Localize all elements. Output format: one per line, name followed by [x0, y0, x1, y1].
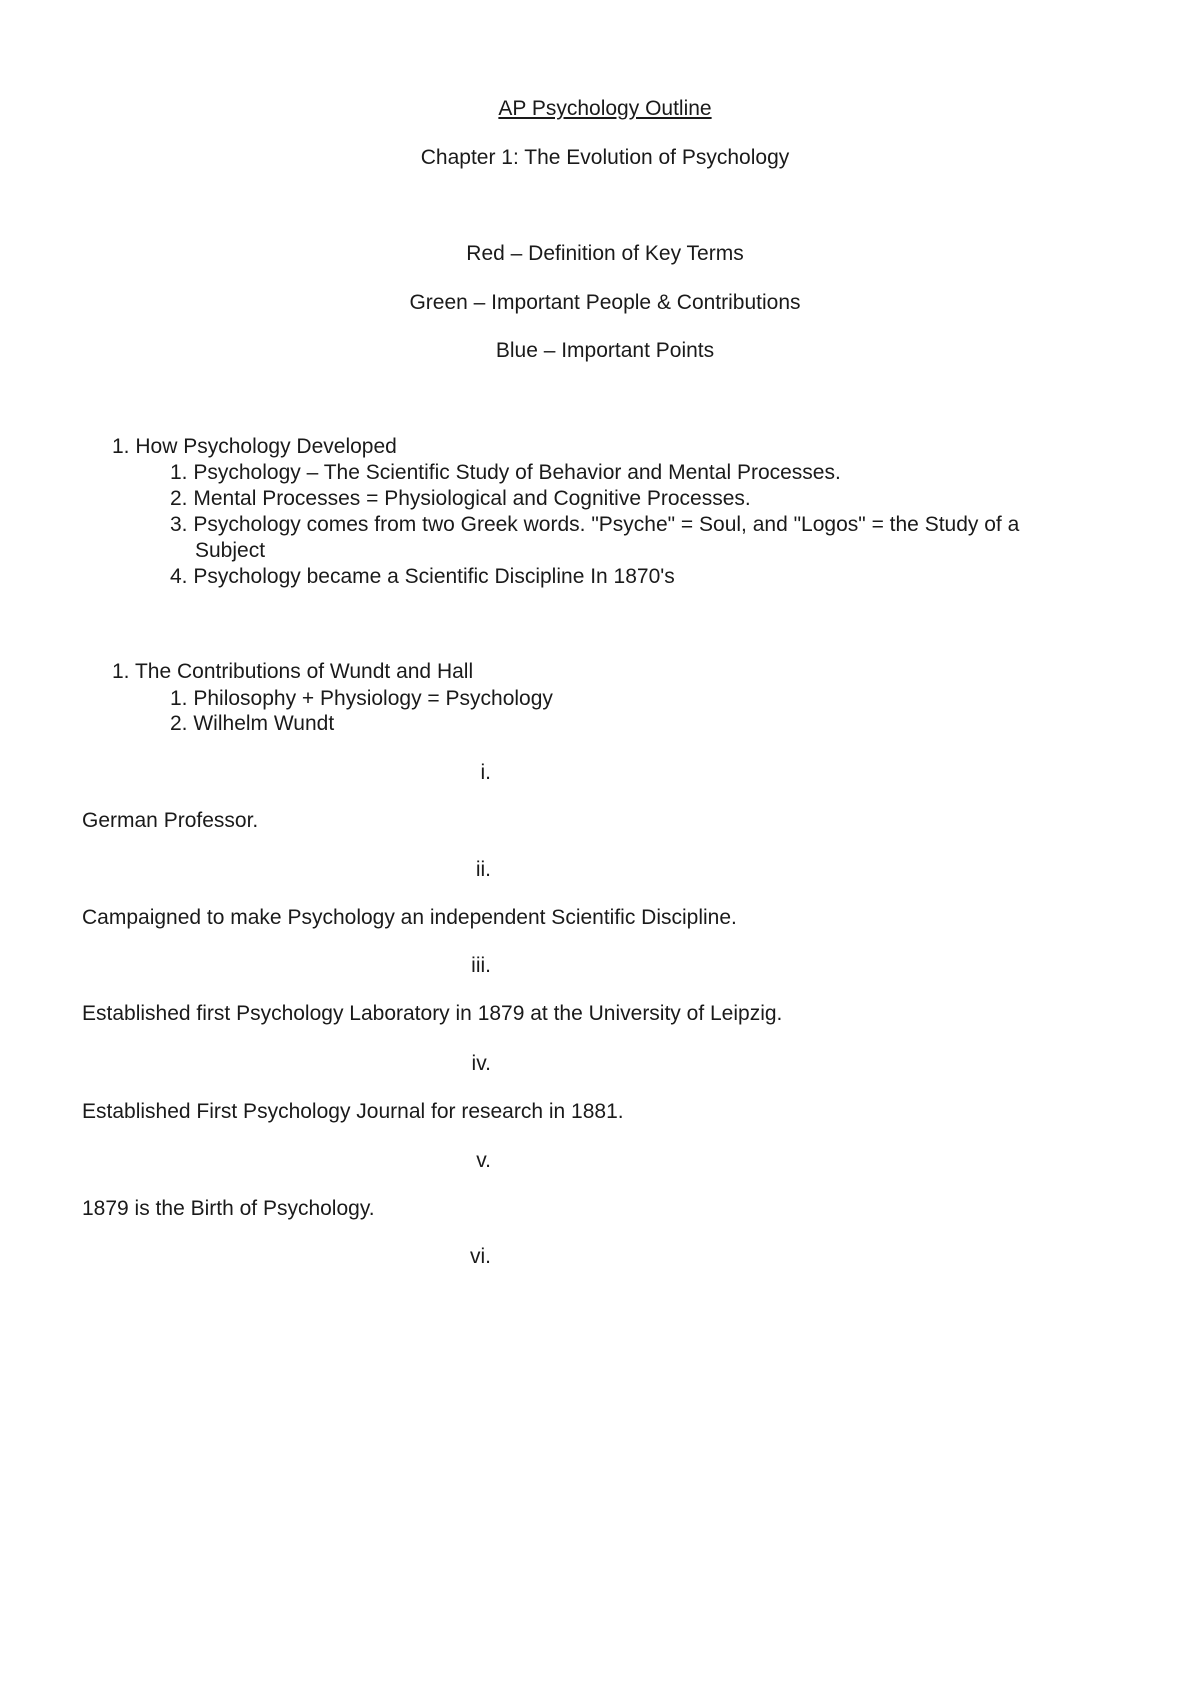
roman-numeral: v. [476, 1149, 491, 1172]
list-number: 1. [170, 461, 188, 484]
list-item [170, 686, 553, 712]
subpoint-text: German Professor. [82, 809, 259, 832]
list-item [170, 486, 751, 512]
list-item [170, 460, 841, 486]
subpoint-text: Established first Psychology Laboratory in 1879 at the University of Leipzig. [82, 1002, 783, 1025]
legend-blue: Blue – Important Points [495, 339, 715, 362]
list-number: 4. [170, 565, 188, 588]
roman-numeral: i. [480, 761, 491, 784]
section-title: How Psychology Developed [135, 435, 397, 458]
roman-numeral: ii. [475, 858, 491, 881]
list-item [170, 512, 1019, 538]
list-number: 1. [170, 687, 188, 710]
list-number: 1. [112, 660, 130, 683]
list-item-text: Psychology comes from two Greek words. "Psyche" = Soul, and "Logos" = the Study of a [193, 513, 1020, 536]
list-number: 1. [112, 435, 130, 458]
list-item-text: Mental Processes = Physiological and Cognitive Processes. [193, 487, 751, 510]
list-number: 2. [170, 712, 188, 735]
subpoint-text: Campaigned to make Psychology an independent Scientific Discipline. [82, 906, 737, 929]
roman-numeral: iv. [471, 1052, 491, 1075]
section-title: The Contributions of Wundt and Hall [134, 660, 474, 683]
list-item [170, 564, 675, 590]
roman-numeral: vi. [470, 1245, 491, 1268]
section-heading [112, 659, 473, 685]
subpoint-text: Established First Psychology Journal for research in 1881. [82, 1100, 624, 1123]
list-number: 3. [170, 513, 188, 536]
document-title: AP Psychology Outline [498, 97, 712, 120]
roman-numeral: iii. [471, 954, 491, 977]
list-item-text: Wilhelm Wundt [193, 712, 335, 735]
legend-green: Green – Important People & Contributions [409, 291, 801, 314]
list-number: 2. [170, 487, 188, 510]
list-item-text: Philosophy + Physiology = Psychology [193, 687, 553, 710]
section-heading [112, 434, 397, 460]
list-item-text: Psychology – The Scientific Study of Behavior and Mental Processes. [193, 461, 841, 484]
list-item-continuation: Subject [195, 539, 266, 562]
list-item [170, 711, 334, 737]
chapter-heading: Chapter 1: The Evolution of Psychology [420, 146, 790, 169]
list-item-text: Psychology became a Scientific Discipline In 1870's [193, 565, 675, 588]
legend-red: Red – Definition of Key Terms [466, 242, 744, 265]
subpoint-text: 1879 is the Birth of Psychology. [82, 1197, 375, 1220]
